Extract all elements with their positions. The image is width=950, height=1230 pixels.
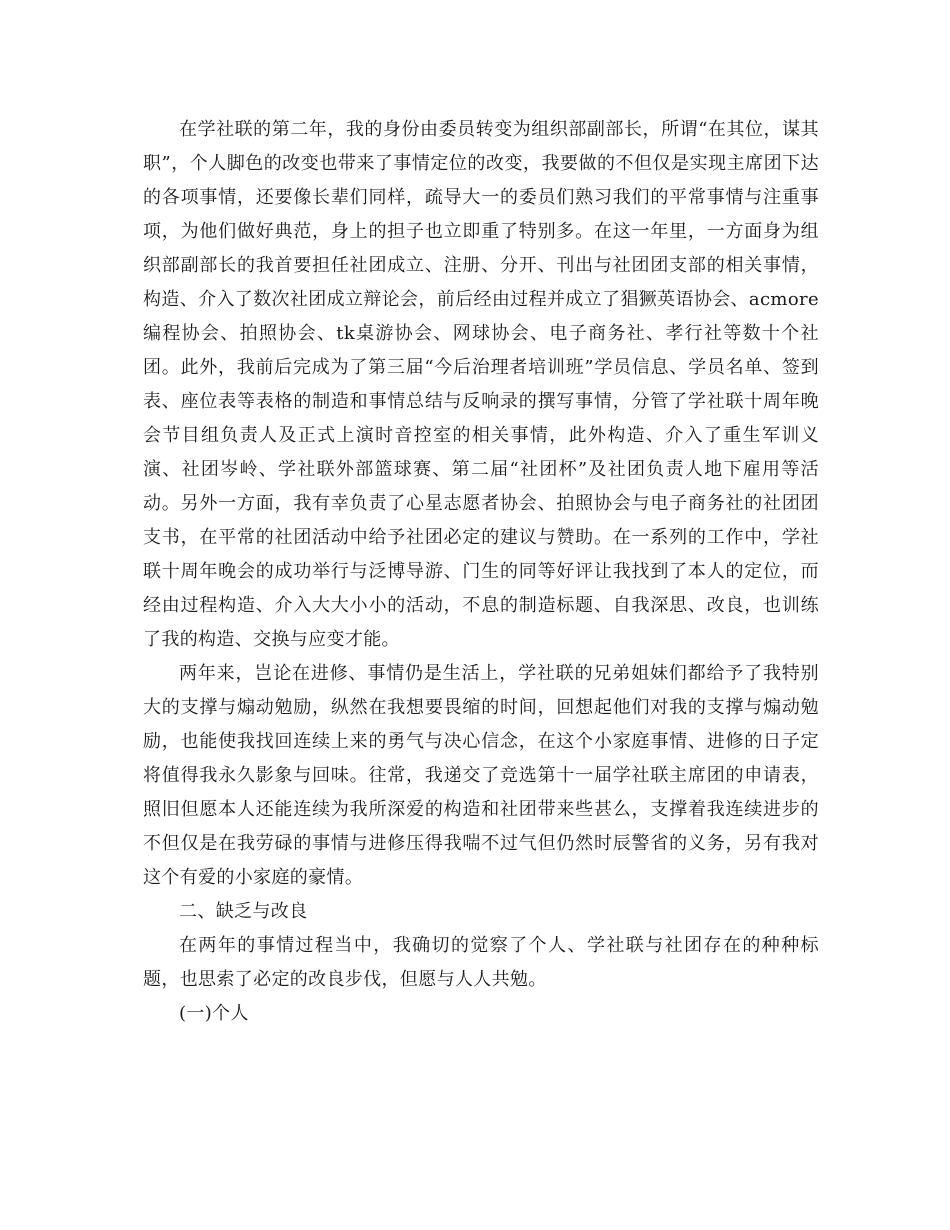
section-heading: 二、缺乏与改良: [179, 901, 308, 922]
section-paragraph: 在两年的事情过程当中，我确切的觉察了个人、学社联与社团存在的种种标题，也思索了必定的改良步伐，但愿与人人共勉。: [143, 935, 819, 990]
body-paragraph-1: 在学社联的第二年，我的身份由委员转变为组织部副部长，所谓“在其位，谋其职”，个人脚色的改变也带来了事情定位的改变，我要做的不但仅是实现主席团下达的各项事情，还要像长辈们同样，疏导大一的委员们熟习我们的平常事情与注重事项，为他们做好典范，身上的担子也立即重了特别多。在这一年里，一方面身为组织部副部长的我首要担任社团成立、注册、分开、刊出与社团团支部的相关事情，构造、介入了数次社团成立辩论会，前后经由过程并成立了猖獗英语协会、acmore编程协会、拍照协会、tk桌游协会、网球协会、电子商务社、孝行社等数十个社团。此外，我前后完成为了第三届“今后治理者培训班”学员信息、学员名单、签到表、座位表等表格的制造和事情总结与反响录的撰写事情，分管了学社联十周年晚会节目组负责人及正式上演时音控室的相关事情，此外构造、介入了重生军训义演、社团岑岭、学社联外部篮球赛、第二届“社团杯”及社团负责人地下雇用等活动。另外一方面，我有幸负责了心星志愿者协会、拍照协会与电子商务社的社团团支书，在平常的社团活动中给予社团必定的建议与赞助。在一系列的工作中，学社联十周年晚会的成功举行与泛博导游、门生的同等好评让我找到了本人的定位，而经由过程构造、介入大大小小的活动，不息的制造标题、自我深思、改良，也训练了我的构造、交换与应变才能。: [143, 119, 819, 650]
body-paragraph-2: 两年来，岂论在进修、事情仍是生活上，学社联的兄弟姐妹们都给予了我特别大的支撑与煽动勉励，纵然在我想要畏缩的时间，回想起他们对我的支撑与煽动勉励，也能使我找回连续上来的勇气与决心信念，在这个小家庭事情、进修的日子定将值得我永久影象与回味。往常，我递交了竞选第十一届学社联主席团的申请表，照旧但愿本人还能连续为我所深爱的构造和社团带来些甚么，支撑着我连续进步的不但仅是在我劳碌的事情与进修压得我喘不过气但仍然时辰警省的义务，另有我对这个有爱的小家庭的豪情。: [143, 663, 819, 888]
subsection-heading: (一)个人: [179, 1003, 249, 1024]
document-body: [143, 113, 819, 1031]
